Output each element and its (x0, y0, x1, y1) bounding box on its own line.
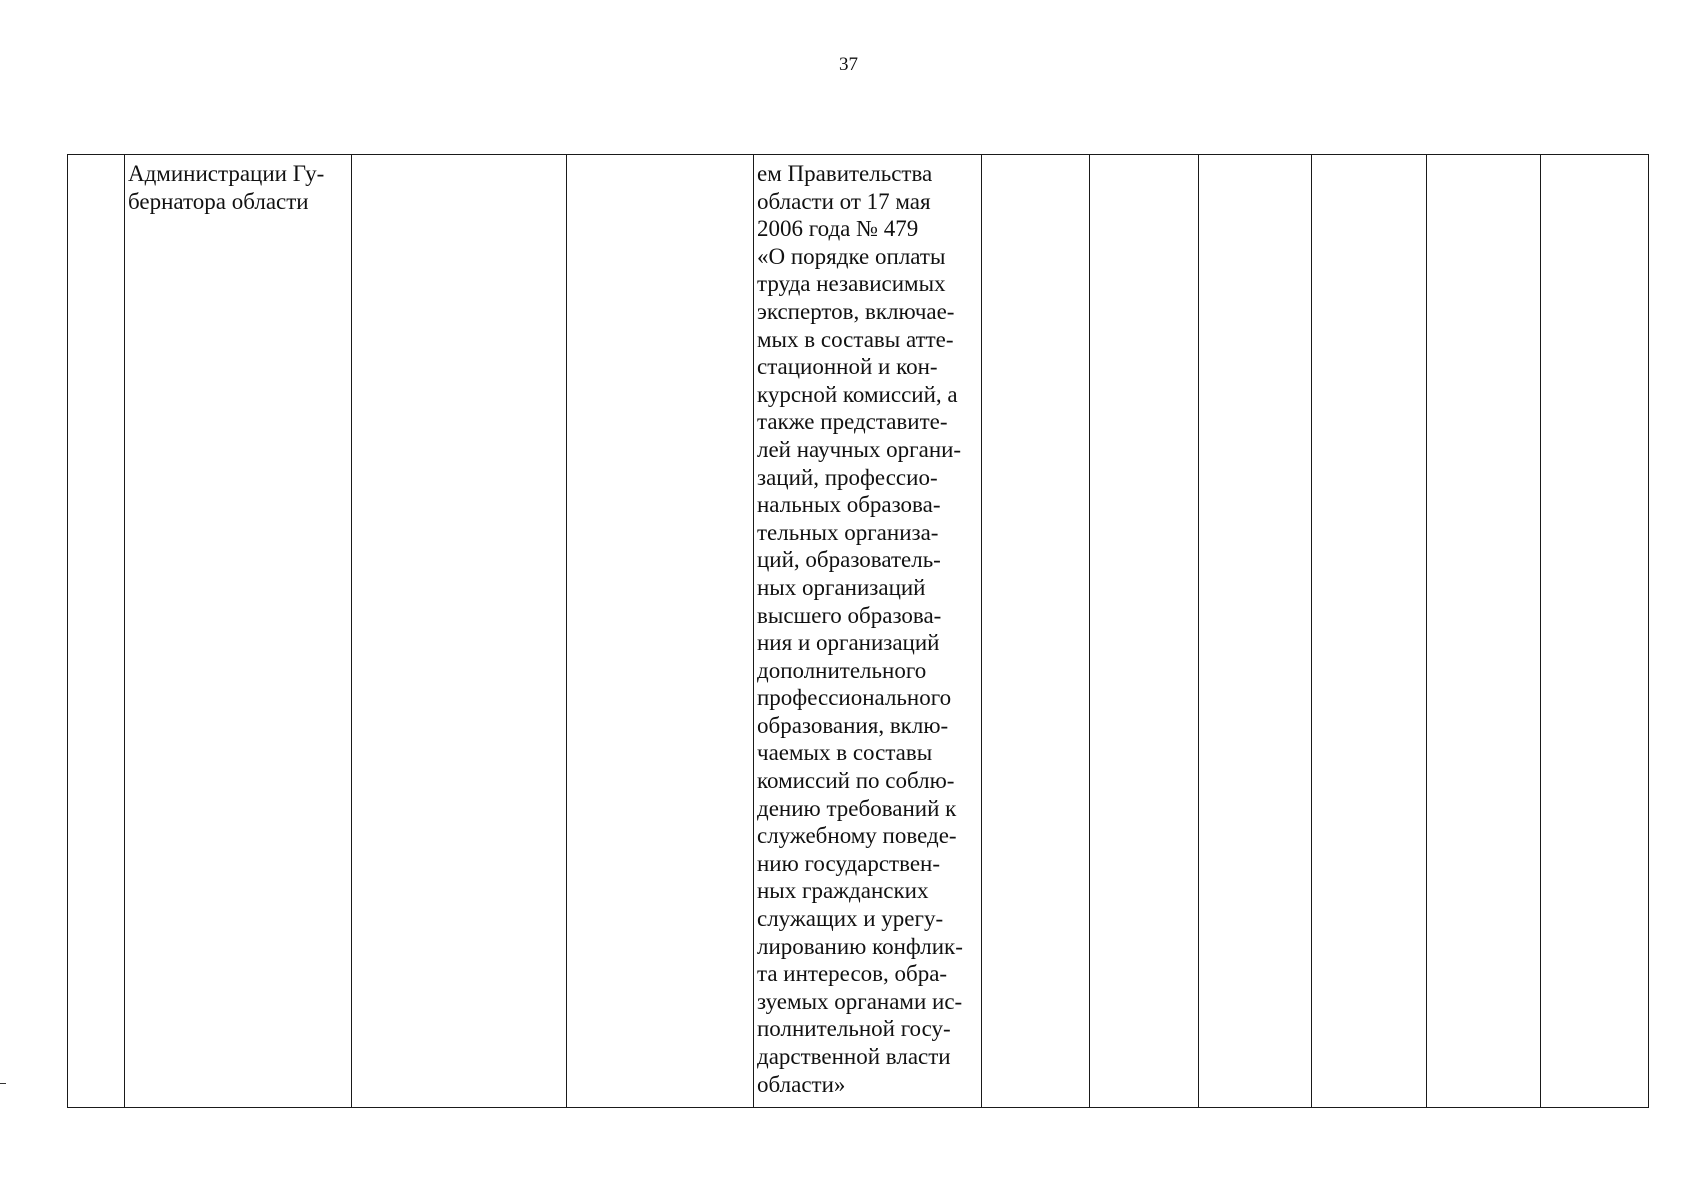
basis-line: комиссий по соблю- (757, 768, 955, 794)
cell-empty-9 (1312, 155, 1427, 1108)
basis-line: лированию конфлик- (757, 933, 963, 959)
basis-line: мых в составы атте- (757, 326, 954, 352)
basis-line: профессионального (757, 685, 952, 711)
basis-line: области от 17 мая (757, 188, 931, 214)
basis-line: нальных образова- (757, 492, 941, 518)
cell-empty-7 (1090, 155, 1199, 1108)
basis-line: дополнительного (757, 657, 927, 683)
basis-line: ем Правительства (757, 161, 933, 186)
basis-line: та интересов, обра- (757, 961, 948, 987)
basis-line: курсной комиссий, а (757, 381, 958, 407)
cell-number (68, 155, 125, 1108)
basis-line: образования, вклю- (757, 712, 949, 738)
cell-empty-10 (1427, 155, 1541, 1108)
margin-mark (0, 1083, 6, 1084)
basis-line: ных гражданских (757, 878, 929, 904)
basis-line: «О порядке оплаты (757, 243, 946, 269)
basis-line: высшего образова- (757, 602, 942, 628)
basis-line: труда независимых (757, 271, 946, 297)
responsible-line: бернатора области (128, 188, 309, 214)
cell-empty-11 (1541, 155, 1649, 1108)
cell-empty-3 (352, 155, 567, 1108)
cell-responsible (125, 155, 352, 1108)
basis-line: чаемых в составы (757, 740, 933, 766)
cell-empty-4 (567, 155, 754, 1108)
basis-line: области» (757, 1071, 846, 1097)
basis-line: экспертов, включае- (757, 298, 955, 324)
basis-line: дарственной власти (757, 1044, 951, 1069)
document-table (67, 154, 1649, 1108)
basis-line: заций, профессио- (757, 464, 938, 490)
basis-line: нию государствен- (757, 850, 941, 876)
cell-empty-6 (982, 155, 1090, 1108)
basis-line: ных организаций (757, 574, 926, 600)
basis-line: 2006 года № 479 (757, 216, 919, 242)
page-number: 37 (839, 54, 858, 75)
basis-line: зуемых органами ис- (757, 988, 963, 1014)
basis-line: полнительной госу- (757, 1016, 951, 1042)
cell-basis (754, 155, 982, 1108)
basis-text (754, 155, 981, 1098)
table-row (68, 155, 1649, 1108)
basis-line: ния и организаций (757, 630, 940, 656)
basis-line: дению требований к (757, 795, 957, 821)
basis-line: также представите- (757, 409, 948, 435)
cell-empty-8 (1199, 155, 1312, 1108)
basis-line: стационной и кон- (757, 354, 938, 380)
basis-line: служащих и урегу- (757, 906, 944, 932)
responsible-text (125, 155, 351, 215)
basis-line: служебному поведе- (757, 823, 957, 849)
basis-line: лей научных органи- (757, 436, 962, 462)
basis-line: тельных организа- (757, 519, 939, 545)
responsible-line: Администрации Гу- (128, 161, 325, 186)
basis-line: ций, образователь- (757, 547, 941, 573)
